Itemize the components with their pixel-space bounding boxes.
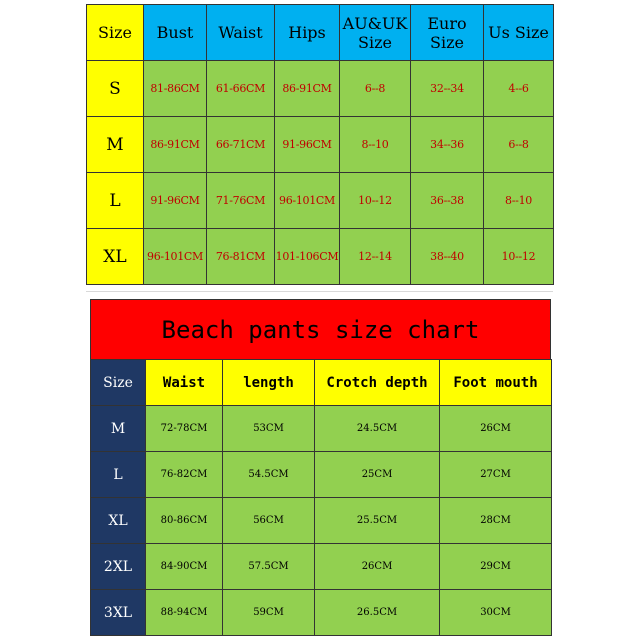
waist-cell: 84-90CM (146, 544, 223, 590)
euro-cell: 32--34 (411, 61, 484, 117)
us-cell: 6--8 (484, 117, 554, 173)
us-cell: 10--12 (484, 229, 554, 285)
table-row (87, 173, 554, 229)
waist-cell: 71-76CM (207, 173, 275, 229)
bottom-header-foot-mouth: Foot mouth (440, 360, 552, 406)
hips-cell: 96-101CM (275, 173, 340, 229)
table-row (91, 406, 552, 452)
size-label: M (91, 406, 146, 452)
hips-cell: 86-91CM (275, 61, 340, 117)
chart-title: Beach pants size chart (90, 299, 551, 360)
table-row (91, 590, 552, 636)
table-row (91, 498, 552, 544)
euro-cell: 34--36 (411, 117, 484, 173)
top-header-row (87, 5, 554, 61)
hips-cell: 101-106CM (275, 229, 340, 285)
size-label: XL (87, 229, 144, 285)
top-header-au-uk-size: AU&UK Size (340, 5, 411, 61)
us-cell: 8--10 (484, 173, 554, 229)
size-label: XL (91, 498, 146, 544)
foot-mouth-cell: 30CM (440, 590, 552, 636)
crotch-depth-cell: 26CM (315, 544, 440, 590)
top-size-table (86, 4, 554, 285)
top-header-size: Size (87, 5, 144, 61)
waist-cell: 72-78CM (146, 406, 223, 452)
bottom-header-waist: Waist (146, 360, 223, 406)
euro-cell: 36--38 (411, 173, 484, 229)
table-row (87, 117, 554, 173)
top-header-bust: Bust (144, 5, 207, 61)
crotch-depth-cell: 26.5CM (315, 590, 440, 636)
divider (86, 291, 553, 292)
bottom-header-crotch-depth: Crotch depth (315, 360, 440, 406)
bottom-header-length: length (223, 360, 315, 406)
bottom-header-size: Size (91, 360, 146, 406)
length-cell: 53CM (223, 406, 315, 452)
hips-cell: 91-96CM (275, 117, 340, 173)
waist-cell: 66-71CM (207, 117, 275, 173)
foot-mouth-cell: 27CM (440, 452, 552, 498)
top-header-waist: Waist (207, 5, 275, 61)
waist-cell: 76-82CM (146, 452, 223, 498)
size-label: M (87, 117, 144, 173)
au-uk-cell: 10--12 (340, 173, 411, 229)
table-row (91, 452, 552, 498)
us-cell: 4--6 (484, 61, 554, 117)
top-header-euro-size: Euro Size (411, 5, 484, 61)
foot-mouth-cell: 28CM (440, 498, 552, 544)
waist-cell: 88-94CM (146, 590, 223, 636)
top-header-hips: Hips (275, 5, 340, 61)
size-label: 2XL (91, 544, 146, 590)
au-uk-cell: 6--8 (340, 61, 411, 117)
euro-cell: 38--40 (411, 229, 484, 285)
crotch-depth-cell: 25CM (315, 452, 440, 498)
bust-cell: 96-101CM (144, 229, 207, 285)
waist-cell: 61-66CM (207, 61, 275, 117)
crotch-depth-cell: 25.5CM (315, 498, 440, 544)
foot-mouth-cell: 26CM (440, 406, 552, 452)
bust-cell: 81-86CM (144, 61, 207, 117)
size-label: S (87, 61, 144, 117)
size-label: 3XL (91, 590, 146, 636)
table-row (87, 61, 554, 117)
length-cell: 56CM (223, 498, 315, 544)
bust-cell: 91-96CM (144, 173, 207, 229)
size-label: L (87, 173, 144, 229)
beach-pants-size-table (90, 359, 552, 636)
table-row (91, 544, 552, 590)
bust-cell: 86-91CM (144, 117, 207, 173)
crotch-depth-cell: 24.5CM (315, 406, 440, 452)
top-header-us-size: Us Size (484, 5, 554, 61)
waist-cell: 76-81CM (207, 229, 275, 285)
length-cell: 54.5CM (223, 452, 315, 498)
waist-cell: 80-86CM (146, 498, 223, 544)
bottom-header-row (91, 360, 552, 406)
length-cell: 59CM (223, 590, 315, 636)
au-uk-cell: 12--14 (340, 229, 411, 285)
au-uk-cell: 8--10 (340, 117, 411, 173)
size-label: L (91, 452, 146, 498)
foot-mouth-cell: 29CM (440, 544, 552, 590)
table-row (87, 229, 554, 285)
length-cell: 57.5CM (223, 544, 315, 590)
